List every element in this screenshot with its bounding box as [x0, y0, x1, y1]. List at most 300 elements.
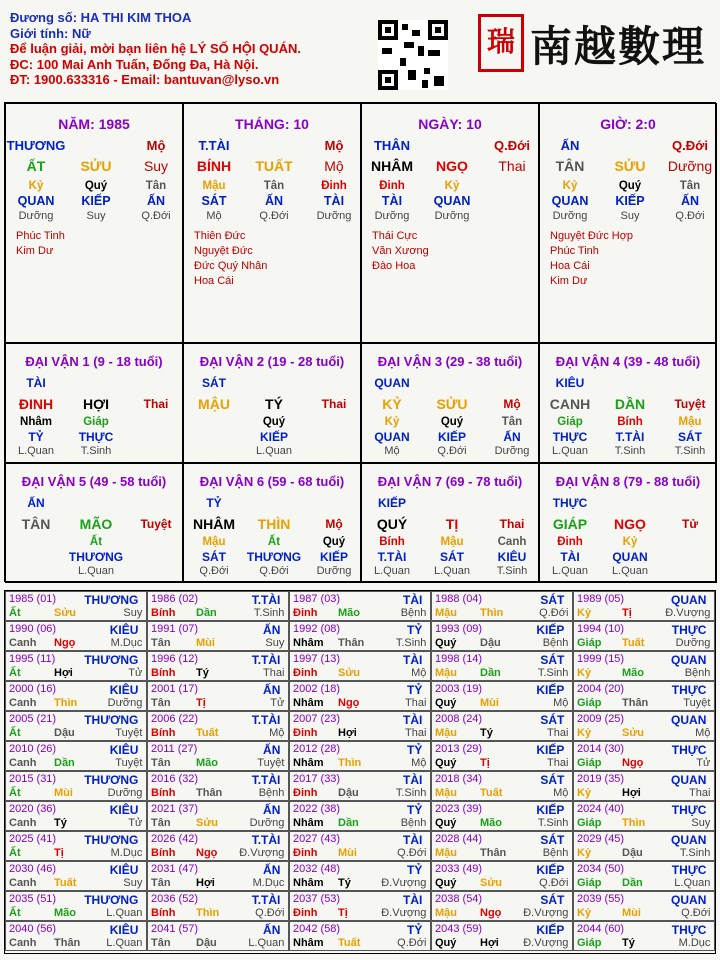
year-state: Q.Đới — [397, 847, 427, 859]
year-label: 2004 (20) — [577, 683, 625, 695]
year-state: Dưỡng — [107, 787, 143, 799]
year-stem: Mậu — [435, 847, 457, 859]
year-label: 1985 (01) — [9, 593, 57, 605]
dai-van-cell[interactable] — [5, 343, 183, 463]
year-state: L.Quan — [106, 907, 143, 919]
year-branch: Mùi — [622, 907, 641, 919]
year-state: Suy — [691, 817, 711, 829]
year-cell[interactable] — [573, 771, 715, 801]
year-stem: Ất — [9, 847, 21, 859]
dai-van-state: Thai — [499, 517, 525, 531]
year-label: 1991 (07) — [151, 623, 199, 635]
year-state: Đ.Vượng — [381, 907, 427, 919]
dai-van-branch: MÃO — [79, 516, 113, 532]
year-god: ẤN — [263, 863, 281, 877]
pillar-text: ẤN — [560, 138, 580, 153]
year-god: THỰC — [671, 683, 707, 697]
year-cell[interactable] — [5, 591, 147, 621]
year-cell[interactable] — [147, 771, 289, 801]
year-stem: Kỷ — [577, 667, 592, 679]
hidden-stem: Đinh — [557, 536, 583, 548]
year-stem: Giáp — [577, 637, 602, 649]
year-state: L.Quan — [248, 937, 285, 949]
year-stem: Ất — [9, 607, 21, 619]
year-cell[interactable] — [573, 651, 715, 681]
pillar-cell[interactable] — [183, 103, 361, 343]
year-label: 2036 (52) — [151, 893, 199, 905]
hidden-stem: Tân — [501, 416, 523, 428]
pillar-title: GIỜ: 2:0 — [600, 116, 656, 132]
pillar-text: QUAN — [551, 194, 589, 208]
year-label: 2013 (29) — [435, 743, 483, 755]
year-branch: Thìn — [338, 757, 362, 769]
pillar-text: SỬU — [80, 158, 112, 174]
year-god: THỰC — [671, 623, 707, 637]
pillar-text: TÀI — [323, 194, 345, 208]
year-state: Đ.Vượng — [523, 937, 569, 949]
dai-van-title: ĐẠI VẬN 4 (39 - 48 tuổi) — [555, 354, 701, 369]
year-label: 1999 (15) — [577, 653, 625, 665]
pillar-text: Dưỡng — [18, 210, 54, 222]
hidden-god: THƯƠNG — [68, 550, 124, 564]
year-state: M.Dục — [252, 877, 285, 889]
year-god: T.TÀI — [251, 593, 281, 607]
year-branch: Tuất — [622, 637, 645, 649]
year-cell[interactable] — [147, 741, 289, 771]
year-branch: Tị — [196, 697, 206, 709]
year-cell[interactable] — [5, 891, 147, 921]
year-branch: Tị — [622, 607, 632, 619]
year-stem: Quý — [435, 697, 457, 709]
year-cell[interactable] — [573, 741, 715, 771]
year-stem: Nhâm — [293, 877, 324, 889]
year-cell[interactable] — [289, 771, 431, 801]
year-god: THƯƠNG — [84, 653, 139, 667]
year-god: KIÊU — [109, 863, 139, 877]
brand-logo: 南越數理 — [530, 22, 707, 71]
pillar-text: Q.Đới — [259, 210, 289, 222]
year-cell[interactable] — [5, 861, 147, 891]
year-state: Mộ — [411, 757, 427, 769]
year-label: 2041 (57) — [151, 923, 199, 935]
year-cell[interactable] — [289, 651, 431, 681]
hidden-god: SÁT — [202, 550, 226, 564]
year-stem: Kỷ — [577, 607, 592, 619]
dai-van-branch: HỢI — [83, 396, 109, 412]
year-state: Tuyệt — [257, 757, 285, 769]
year-god: T.TÀI — [251, 773, 281, 787]
year-cell[interactable] — [289, 921, 431, 951]
pillar-text: ẤN — [680, 194, 700, 208]
year-cell[interactable] — [5, 801, 147, 831]
year-branch: Thân — [196, 787, 223, 799]
year-cell[interactable] — [431, 831, 573, 861]
year-cell[interactable] — [431, 621, 573, 651]
year-label: 2014 (30) — [577, 743, 625, 755]
year-state: T.Sinh — [253, 607, 285, 619]
year-state: Đ.Vượng — [665, 607, 711, 619]
year-branch: Sửu — [338, 667, 361, 679]
dai-van-stem: TÂN — [21, 516, 51, 532]
year-label: 2043 (59) — [435, 923, 483, 935]
year-branch: Dậu — [54, 727, 75, 739]
year-god: SÁT — [540, 773, 565, 787]
year-cell[interactable] — [431, 921, 573, 951]
dai-van-state: Tử — [681, 517, 699, 531]
year-cell[interactable] — [431, 651, 573, 681]
year-cell[interactable] — [573, 621, 715, 651]
pillar-text: TÀI — [381, 194, 403, 208]
star-name: Thái Cực — [372, 230, 418, 242]
year-cell[interactable] — [573, 831, 715, 861]
year-label: 2021 (37) — [151, 803, 199, 815]
year-god: KIẾP — [536, 623, 565, 637]
year-label: 2042 (58) — [293, 923, 341, 935]
dai-van-god: KIÊU — [555, 376, 585, 390]
year-cell[interactable] — [5, 621, 147, 651]
year-label: 2029 (45) — [577, 833, 625, 845]
hidden-god: SÁT — [440, 550, 464, 564]
dai-van-stem: CANH — [549, 396, 591, 412]
year-god: TỶ — [407, 923, 423, 937]
year-god: SÁT — [540, 893, 565, 907]
year-stem: Bính — [151, 907, 176, 919]
year-cell[interactable] — [147, 711, 289, 741]
year-label: 1987 (03) — [293, 593, 341, 605]
dai-van-state: Mộ — [503, 397, 521, 411]
year-cell[interactable] — [431, 681, 573, 711]
year-stem: Giáp — [577, 817, 602, 829]
year-label: 2010 (26) — [9, 743, 57, 755]
pillar-text: Dưỡng — [316, 210, 352, 222]
year-label: 2039 (55) — [577, 893, 625, 905]
year-cell[interactable] — [573, 861, 715, 891]
year-label: 2012 (28) — [293, 743, 341, 755]
hidden-stem: Kỷ — [384, 416, 400, 428]
year-god: TỶ — [407, 803, 423, 817]
year-branch: Mão — [54, 907, 76, 919]
year-stem: Bính — [151, 667, 176, 679]
year-cell[interactable] — [431, 801, 573, 831]
star-name: Thiên Đức — [194, 230, 246, 242]
year-state: L.Quan — [106, 937, 143, 949]
year-god: T.TÀI — [251, 713, 281, 727]
year-state: Q.Đới — [681, 907, 711, 919]
hidden-state: L.Quan — [551, 445, 589, 457]
hidden-state: L.Quan — [255, 445, 293, 457]
pillar-text: Mộ — [206, 210, 222, 222]
chart-grid — [4, 102, 716, 582]
year-cell[interactable] — [573, 921, 715, 951]
year-god: KIÊU — [109, 803, 139, 817]
year-cell[interactable] — [289, 741, 431, 771]
hidden-stem: Giáp — [557, 416, 583, 428]
dai-van-cell[interactable] — [183, 343, 361, 463]
year-cell[interactable] — [289, 891, 431, 921]
chart-header — [10, 10, 370, 88]
dai-van-stem: NHÂM — [193, 516, 235, 532]
year-stem: Ất — [9, 787, 21, 799]
year-stem: Kỷ — [577, 787, 592, 799]
year-stem: Kỷ — [577, 727, 592, 739]
year-cell[interactable] — [289, 711, 431, 741]
year-branch: Hợi — [480, 937, 499, 949]
year-cell[interactable] — [573, 711, 715, 741]
pillar-text: Kỷ — [562, 180, 578, 192]
year-cell[interactable] — [431, 741, 573, 771]
year-label: 2020 (36) — [9, 803, 57, 815]
pillar-text: BÍNH — [196, 158, 232, 174]
year-label: 2003 (19) — [435, 683, 483, 695]
year-god: QUAN — [671, 593, 707, 607]
year-cell[interactable] — [289, 861, 431, 891]
year-god: THƯƠNG — [84, 893, 139, 907]
year-cell[interactable] — [431, 771, 573, 801]
year-branch: Thân — [54, 937, 81, 949]
year-god: TÀI — [403, 713, 423, 727]
year-label: 2040 (56) — [9, 923, 57, 935]
star-name: Nguyệt Đức — [194, 245, 253, 257]
year-stem: Ất — [9, 667, 21, 679]
hidden-state: L.Quan — [77, 565, 115, 577]
year-cell[interactable] — [431, 591, 573, 621]
year-state: Suy — [265, 637, 285, 649]
year-cell[interactable] — [431, 861, 573, 891]
pillar-text: QUAN — [17, 194, 55, 208]
year-state: Bệnh — [258, 787, 285, 799]
dai-van-title: ĐẠI VẬN 8 (79 - 88 tuổi) — [555, 474, 701, 489]
year-state: Đ.Vượng — [381, 877, 427, 889]
year-cell[interactable] — [5, 741, 147, 771]
pillar-cell[interactable] — [5, 103, 183, 343]
hidden-stem: Quý — [322, 536, 346, 548]
year-stem: Canh — [9, 817, 37, 829]
pillar-text: Tân — [145, 180, 167, 192]
year-state: Thai — [546, 757, 569, 769]
year-cell[interactable] — [5, 651, 147, 681]
year-cell[interactable] — [5, 831, 147, 861]
year-god: ẤN — [263, 743, 281, 757]
year-cell[interactable] — [147, 921, 289, 951]
star-name: Hoa Cái — [550, 260, 590, 272]
pillar-text: Q.Đới — [141, 210, 171, 222]
star-name: Văn Xương — [372, 245, 429, 257]
year-branch: Tuất — [54, 877, 77, 889]
year-label: 1998 (14) — [435, 653, 483, 665]
year-god: TÀI — [403, 833, 423, 847]
year-label: 2008 (24) — [435, 713, 483, 725]
pillar-text: Kỷ — [444, 180, 460, 192]
pillar-text: SÁT — [201, 194, 227, 208]
year-branch: Mùi — [54, 787, 73, 799]
year-god: QUAN — [671, 893, 707, 907]
pillar-text: KIẾP — [81, 194, 111, 208]
year-state: Mộ — [553, 697, 569, 709]
year-god: QUAN — [671, 713, 707, 727]
year-branch: Tị — [54, 847, 64, 859]
year-god: KIÊU — [109, 683, 139, 697]
year-cell[interactable] — [289, 681, 431, 711]
hidden-stem: Bính — [617, 416, 643, 428]
year-state: Thai — [404, 697, 427, 709]
year-label: 1989 (05) — [577, 593, 625, 605]
year-cell[interactable] — [573, 801, 715, 831]
year-label: 2044 (60) — [577, 923, 625, 935]
year-stem: Mậu — [435, 607, 457, 619]
year-god: QUAN — [671, 773, 707, 787]
hidden-god: T.TÀI — [615, 430, 645, 444]
dai-van-title: ĐẠI VẬN 7 (69 - 78 tuổi) — [377, 474, 523, 489]
hidden-stem: Quý — [440, 416, 464, 428]
pillar-text: TUẤT — [255, 158, 293, 174]
year-state: Tử — [696, 757, 711, 769]
year-cell[interactable] — [147, 591, 289, 621]
pillar-text: Q.Đới — [672, 138, 708, 153]
year-state: Dưỡng — [675, 637, 711, 649]
year-god: KIÊU — [109, 923, 139, 937]
dai-van-title: ĐẠI VẬN 1 (9 - 18 tuổi) — [25, 354, 163, 369]
year-cell[interactable] — [573, 591, 715, 621]
year-state: Tử — [270, 697, 285, 709]
year-state: T.Sinh — [537, 667, 569, 679]
year-stem: Đinh — [293, 607, 318, 619]
dai-van-state: Tuyệt — [140, 517, 172, 531]
pillar-text: NHÂM — [371, 158, 413, 174]
year-label: 2001 (17) — [151, 683, 199, 695]
year-branch: Ngọ — [480, 907, 502, 919]
year-state: Q.Đới — [539, 607, 569, 619]
year-branch: Ngọ — [338, 697, 360, 709]
year-god: KIÊU — [109, 623, 139, 637]
pillar-text: NGỌ — [436, 158, 468, 174]
year-label: 2007 (23) — [293, 713, 341, 725]
year-branch: Dần — [622, 877, 643, 889]
year-label: 2015 (31) — [9, 773, 57, 785]
dai-van-god: TÀI — [26, 376, 46, 390]
hidden-stem: Giáp — [83, 416, 109, 428]
hidden-god: TÀI — [560, 550, 580, 564]
year-cell[interactable] — [147, 831, 289, 861]
year-stem: Canh — [9, 877, 37, 889]
year-state: Bệnh — [542, 637, 569, 649]
year-cell[interactable] — [573, 891, 715, 921]
year-stem: Giáp — [577, 757, 602, 769]
year-label: 2031 (47) — [151, 863, 199, 875]
year-stem: Kỷ — [577, 907, 592, 919]
dai-van-cell[interactable] — [5, 463, 183, 583]
year-branch: Thìn — [480, 607, 504, 619]
year-stem: Mậu — [435, 787, 457, 799]
year-stem: Bính — [151, 787, 176, 799]
year-god: KIẾP — [536, 683, 565, 697]
year-cell[interactable] — [5, 771, 147, 801]
year-state: T.Sinh — [537, 817, 569, 829]
dai-van-branch: THÌN — [257, 516, 291, 532]
year-cell[interactable] — [5, 711, 147, 741]
hidden-state: T.Sinh — [80, 445, 112, 457]
hidden-god: THỰC — [78, 430, 114, 444]
year-stem: Quý — [435, 637, 457, 649]
year-stem: Tân — [151, 697, 171, 709]
year-cell[interactable] — [147, 801, 289, 831]
dai-van-cell[interactable] — [361, 343, 539, 463]
year-state: Dưỡng — [249, 817, 285, 829]
year-stem: Nhâm — [293, 937, 324, 949]
dai-van-title: ĐẠI VẬN 6 (59 - 68 tuổi) — [199, 474, 345, 489]
year-cell[interactable] — [431, 891, 573, 921]
dai-van-cell[interactable] — [539, 463, 717, 583]
dai-van-cell[interactable] — [539, 343, 717, 463]
pillar-text: Kỷ — [28, 180, 44, 192]
year-state: Bệnh — [400, 817, 427, 829]
year-cell[interactable] — [289, 831, 431, 861]
hidden-state: Q.Đới — [259, 565, 289, 577]
year-cell[interactable] — [431, 711, 573, 741]
year-god: THƯƠNG — [84, 833, 139, 847]
hidden-stem: Bính — [379, 536, 405, 548]
year-god: TỶ — [407, 863, 423, 877]
pillar-text: THƯƠNG — [6, 138, 66, 153]
year-label: 2009 (25) — [577, 713, 625, 725]
year-god: TỶ — [407, 623, 423, 637]
year-cell[interactable] — [5, 921, 147, 951]
qr-code-icon[interactable] — [378, 20, 448, 90]
pillar-cell[interactable] — [539, 103, 717, 343]
year-god: THỰC — [671, 923, 707, 937]
pillar-cell[interactable] — [361, 103, 539, 343]
year-cell[interactable] — [289, 801, 431, 831]
year-cell[interactable] — [147, 651, 289, 681]
hidden-state: L.Quan — [17, 445, 55, 457]
pillar-text: TÂN — [555, 158, 585, 174]
dai-van-cell[interactable] — [183, 463, 361, 583]
year-label: 2030 (46) — [9, 863, 57, 875]
year-cell[interactable] — [147, 891, 289, 921]
year-state: Tuyệt — [683, 697, 711, 709]
year-cell[interactable] — [5, 681, 147, 711]
dai-van-stem: QUÝ — [376, 516, 408, 532]
pillar-text: Mộ — [324, 158, 344, 174]
hidden-god: QUAN — [612, 550, 648, 564]
hidden-state: Dưỡng — [316, 565, 352, 577]
year-cell[interactable] — [147, 621, 289, 651]
year-cell[interactable] — [147, 861, 289, 891]
hidden-state: Q.Đới — [199, 565, 229, 577]
year-cell[interactable] — [289, 591, 431, 621]
year-cell[interactable] — [573, 681, 715, 711]
year-cell[interactable] — [147, 681, 289, 711]
star-name: Hoa Cái — [194, 275, 234, 287]
dai-van-god: THỰC — [552, 496, 588, 510]
year-branch: Thân — [622, 697, 649, 709]
year-god: T.TÀI — [251, 653, 281, 667]
year-branch: Tý — [196, 667, 209, 679]
year-stem: Quý — [435, 757, 457, 769]
year-state: Đ.Vượng — [239, 847, 285, 859]
year-branch: Ngọ — [54, 637, 76, 649]
year-branch: Dần — [480, 667, 501, 679]
year-branch: Thìn — [54, 697, 78, 709]
year-label: 2027 (43) — [293, 833, 341, 845]
dai-van-cell[interactable] — [361, 463, 539, 583]
year-cell[interactable] — [289, 621, 431, 651]
year-stem: Canh — [9, 637, 37, 649]
hidden-state: Dưỡng — [494, 445, 530, 457]
year-label: 2006 (22) — [151, 713, 199, 725]
hidden-stem: Ất — [89, 536, 103, 548]
year-god: T.TÀI — [251, 893, 281, 907]
year-stem: Mậu — [435, 907, 457, 919]
